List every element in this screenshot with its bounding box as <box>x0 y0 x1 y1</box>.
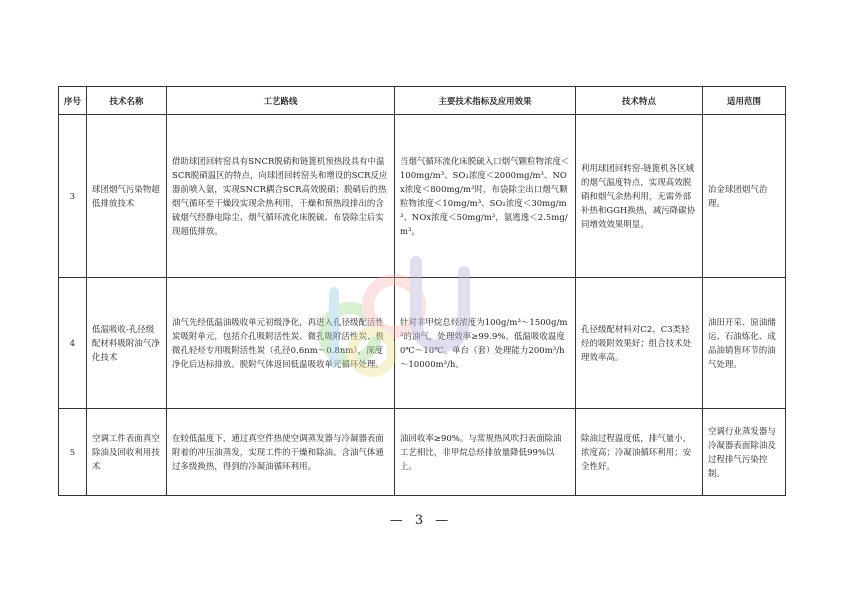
table-row <box>59 115 786 278</box>
cell-indicators: 当烟气循环流化床脱硫入口烟气颗粒物浓度＜100mg/m³、SO₂浓度＜2000mg/m³、NOx浓度＜800mg/m³时，布袋除尘出口烟气颗粒物浓度＜10mg/m³、SO₂浓度＜30mg/m³、NOx浓度＜50mg/m³，氨逃逸＜2.5mg/m³。 <box>395 115 576 278</box>
header-process: 工艺路线 <box>167 87 395 115</box>
header-no: 序号 <box>59 87 87 115</box>
cell-process: 借助球团回转窑具有SNCR脱硝和链篦机预热段具有中温SCR脱硝温区的特点，向球团回转窑头和增设的SCR反应器前喷入氨，实现SNCR耦合SCR高效脱硝；脱硝后的热烟气循环至干燥段实现余热利用，干燥和预热段排出的含硫烟气经静电除尘、烟气循环流化床脱硫、布袋除尘后实现超低排放。 <box>167 115 395 278</box>
cell-features: 孔径级配材料对C2、C3类轻烃的吸附效果好；组合技术处理效率高。 <box>576 278 703 409</box>
cell-no: 5 <box>59 409 87 496</box>
cell-features: 利用球团回转窑-链篦机各区域的烟气温度特点，实现高效脱硝和烟气余热利用，无需外部补热和GGH换热，减污降碳协同增效效果明显。 <box>576 115 703 278</box>
cell-no: 4 <box>59 278 87 409</box>
cell-scope: 冶金球团烟气治理。 <box>703 115 786 278</box>
table-row <box>59 278 786 409</box>
header-indicators: 主要技术指标及应用效果 <box>395 87 576 115</box>
cell-process: 油气先经低温油吸收单元初级净化，再进入孔径级配活性炭吸附单元，包括介孔吸附活性炭、微孔吸附活性炭、极微孔轻烃专用吸附活性炭（孔径0.6nm～0.8nm），深度净化后达标排放。脱附气体返回低温吸收单元循环处理。 <box>167 278 395 409</box>
cell-tech-name: 空调工件表面真空除油及回收利用技术 <box>87 409 167 496</box>
table-row <box>59 409 786 496</box>
cell-features: 除油过程温度低，排气量小，浓度高；冷凝油循环利用；安全性好。 <box>576 409 703 496</box>
cell-indicators: 油回收率≥90%。与常规热风吹扫表面除油工艺相比，非甲烷总烃排放量降低99%以上。 <box>395 409 576 496</box>
cell-tech-name: 低温吸收-孔径级配材料吸附油气净化技术 <box>87 278 167 409</box>
technology-table <box>58 86 786 496</box>
cell-process: 在较低温度下，通过真空件热使空调蒸发器与冷凝器表面附着的冲压油蒸发，实现工件的干燥和除油。含油气体通过多级换热，得到的冷凝油循环利用。 <box>167 409 395 496</box>
header-row <box>59 87 786 115</box>
cell-indicators: 针对非甲烷总烃浓度为100g/m³～1500g/m³的油气，处理效率≥99.9%。低温吸收温度0℃～10℃。单台（套）处理能力200m³/h～10000m³/h。 <box>395 278 576 409</box>
header-features: 技术特点 <box>576 87 703 115</box>
cell-scope: 空调行业蒸发器与冷凝器表面除油及过程排气污染控制。 <box>703 409 786 496</box>
cell-scope: 油田开采、原油储运、石油炼化、成品油销售环节的油气处理。 <box>703 278 786 409</box>
cell-no: 3 <box>59 115 87 278</box>
header-scope: 适用范围 <box>703 87 786 115</box>
header-tech-name: 技术名称 <box>87 87 167 115</box>
page-number: — 3 — <box>389 513 453 528</box>
cell-tech-name: 球团烟气污染物超低排放技术 <box>87 115 167 278</box>
